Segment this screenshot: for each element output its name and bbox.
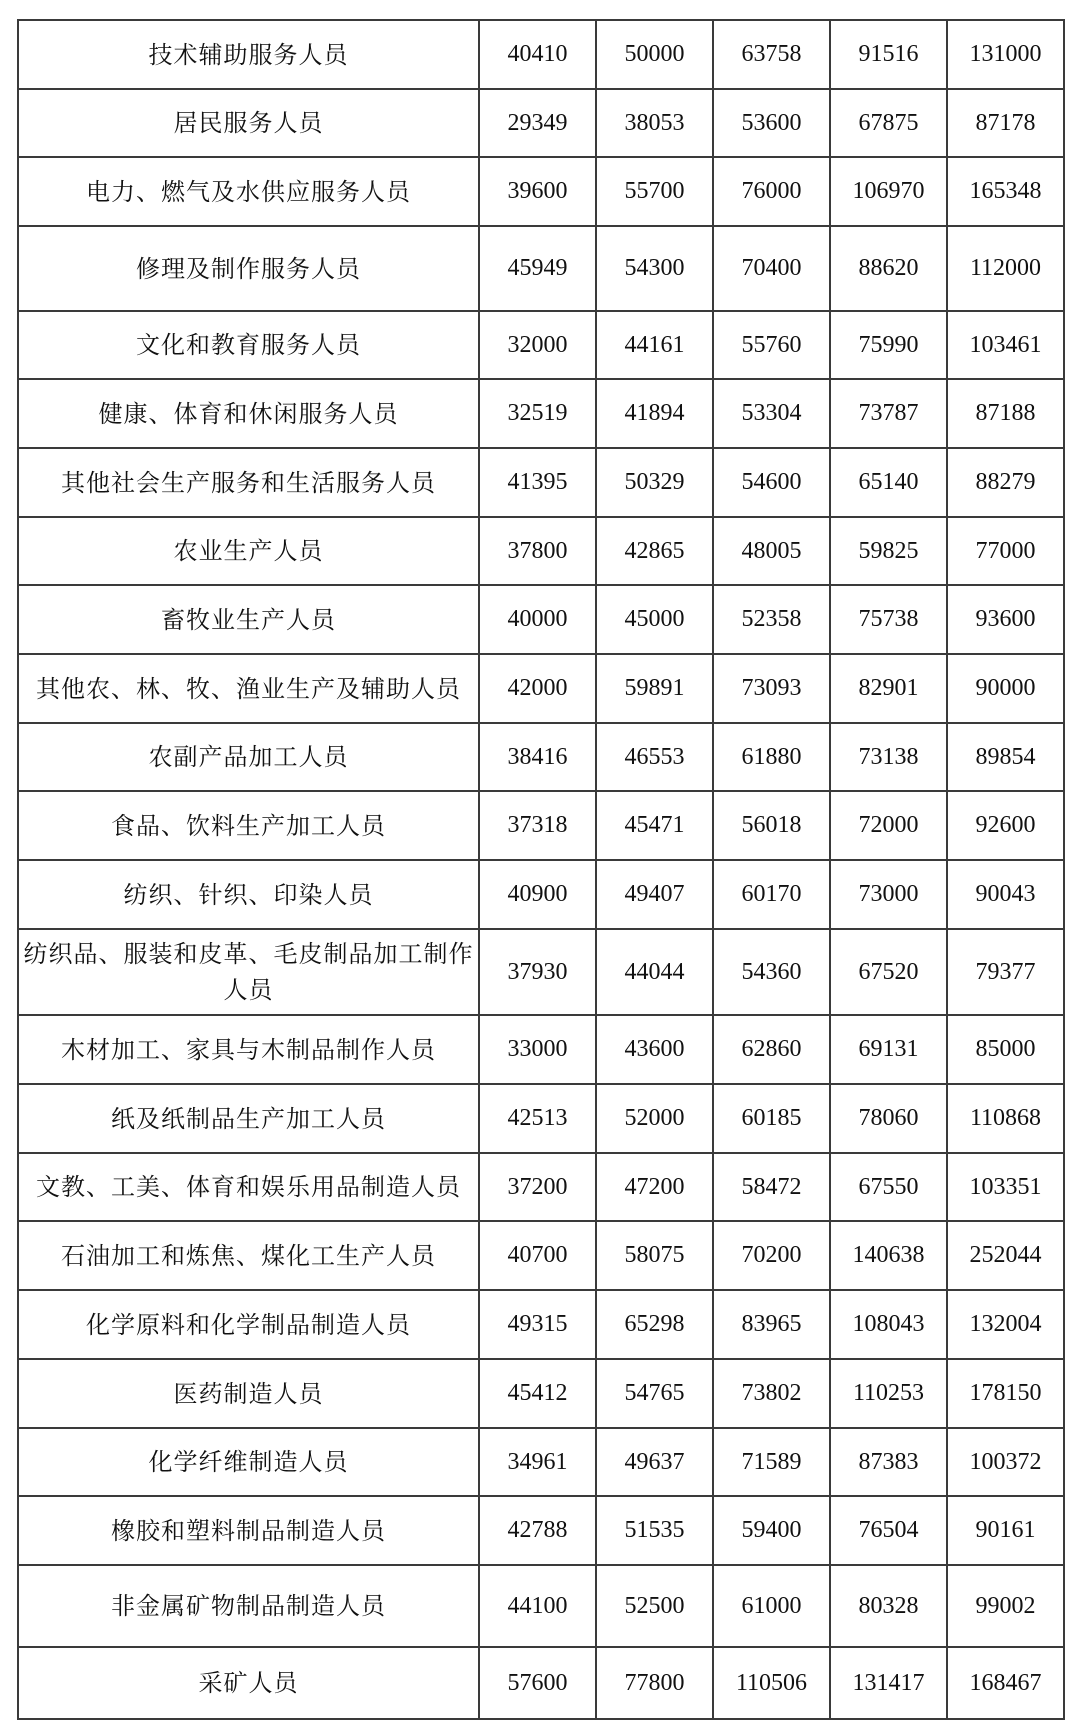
value-cell: 57600 (479, 1647, 596, 1719)
value-cell: 132004 (947, 1290, 1064, 1359)
value-cell: 76000 (713, 157, 830, 226)
occupation-cell: 木材加工、家具与木制品制作人员 (18, 1015, 479, 1084)
value-cell: 41894 (596, 379, 713, 448)
value-cell: 90161 (947, 1496, 1064, 1565)
table-row (18, 1290, 1064, 1359)
value-cell: 38416 (479, 723, 596, 791)
value-cell: 45471 (596, 791, 713, 860)
occupation-cell: 修理及制作服务人员 (18, 226, 479, 311)
value-cell: 78060 (830, 1084, 947, 1153)
value-cell: 55700 (596, 157, 713, 226)
table-row (18, 1565, 1064, 1647)
value-cell: 29349 (479, 89, 596, 157)
value-cell: 87178 (947, 89, 1064, 157)
value-cell: 89854 (947, 723, 1064, 791)
value-cell: 67875 (830, 89, 947, 157)
value-cell: 71589 (713, 1428, 830, 1496)
value-cell: 40700 (479, 1221, 596, 1290)
value-cell: 54600 (713, 448, 830, 517)
value-cell: 54765 (596, 1359, 713, 1428)
value-cell: 75738 (830, 585, 947, 654)
value-cell: 49637 (596, 1428, 713, 1496)
value-cell: 42513 (479, 1084, 596, 1153)
value-cell: 59825 (830, 517, 947, 585)
value-cell: 61000 (713, 1565, 830, 1647)
value-cell: 46553 (596, 723, 713, 791)
value-cell: 90043 (947, 860, 1064, 929)
occupation-cell: 电力、燃气及水供应服务人员 (18, 157, 479, 226)
value-cell: 112000 (947, 226, 1064, 311)
value-cell: 44161 (596, 311, 713, 379)
value-cell: 82901 (830, 654, 947, 723)
value-cell: 39600 (479, 157, 596, 226)
table-row (18, 1428, 1064, 1496)
value-cell: 88279 (947, 448, 1064, 517)
value-cell: 77800 (596, 1647, 713, 1719)
table-row (18, 1496, 1064, 1565)
value-cell: 45000 (596, 585, 713, 654)
value-cell: 69131 (830, 1015, 947, 1084)
value-cell: 32000 (479, 311, 596, 379)
value-cell: 61880 (713, 723, 830, 791)
value-cell: 67550 (830, 1153, 947, 1221)
value-cell: 32519 (479, 379, 596, 448)
value-cell: 131417 (830, 1647, 947, 1719)
table-row (18, 585, 1064, 654)
value-cell: 65140 (830, 448, 947, 517)
occupation-cell: 食品、饮料生产加工人员 (18, 791, 479, 860)
value-cell: 88620 (830, 226, 947, 311)
table-row (18, 448, 1064, 517)
value-cell: 79377 (947, 929, 1064, 1015)
value-cell: 73093 (713, 654, 830, 723)
value-cell: 92600 (947, 791, 1064, 860)
value-cell: 55760 (713, 311, 830, 379)
value-cell: 168467 (947, 1647, 1064, 1719)
value-cell: 140638 (830, 1221, 947, 1290)
value-cell: 178150 (947, 1359, 1064, 1428)
value-cell: 76504 (830, 1496, 947, 1565)
value-cell: 42865 (596, 517, 713, 585)
value-cell: 83965 (713, 1290, 830, 1359)
value-cell: 60170 (713, 860, 830, 929)
occupation-cell: 技术辅助服务人员 (18, 20, 479, 89)
table-row (18, 1647, 1064, 1719)
value-cell: 50000 (596, 20, 713, 89)
occupation-cell: 化学纤维制造人员 (18, 1428, 479, 1496)
value-cell: 77000 (947, 517, 1064, 585)
value-cell: 165348 (947, 157, 1064, 226)
table-row (18, 654, 1064, 723)
value-cell: 40900 (479, 860, 596, 929)
table-row (18, 929, 1064, 1015)
occupation-cell: 其他农、林、牧、渔业生产及辅助人员 (18, 654, 479, 723)
value-cell: 252044 (947, 1221, 1064, 1290)
value-cell: 56018 (713, 791, 830, 860)
value-cell: 110506 (713, 1647, 830, 1719)
value-cell: 47200 (596, 1153, 713, 1221)
value-cell: 43600 (596, 1015, 713, 1084)
value-cell: 103461 (947, 311, 1064, 379)
table-row (18, 1359, 1064, 1428)
value-cell: 73802 (713, 1359, 830, 1428)
value-cell: 85000 (947, 1015, 1064, 1084)
occupation-cell: 采矿人员 (18, 1647, 479, 1719)
table-row (18, 517, 1064, 585)
value-cell: 59891 (596, 654, 713, 723)
wage-table-body (18, 20, 1064, 1719)
occupation-cell: 非金属矿物制品制造人员 (18, 1565, 479, 1647)
occupation-cell: 农业生产人员 (18, 517, 479, 585)
value-cell: 87383 (830, 1428, 947, 1496)
table-row (18, 1153, 1064, 1221)
table-row (18, 89, 1064, 157)
value-cell: 100372 (947, 1428, 1064, 1496)
value-cell: 103351 (947, 1153, 1064, 1221)
value-cell: 42000 (479, 654, 596, 723)
value-cell: 49407 (596, 860, 713, 929)
table-row (18, 1084, 1064, 1153)
value-cell: 70200 (713, 1221, 830, 1290)
value-cell: 110253 (830, 1359, 947, 1428)
value-cell: 42788 (479, 1496, 596, 1565)
value-cell: 87188 (947, 379, 1064, 448)
value-cell: 50329 (596, 448, 713, 517)
value-cell: 40410 (479, 20, 596, 89)
value-cell: 40000 (479, 585, 596, 654)
value-cell: 37318 (479, 791, 596, 860)
value-cell: 73138 (830, 723, 947, 791)
table-row (18, 1221, 1064, 1290)
table-row (18, 860, 1064, 929)
value-cell: 93600 (947, 585, 1064, 654)
occupation-cell: 健康、体育和休闲服务人员 (18, 379, 479, 448)
table-row (18, 791, 1064, 860)
value-cell: 38053 (596, 89, 713, 157)
value-cell: 59400 (713, 1496, 830, 1565)
value-cell: 67520 (830, 929, 947, 1015)
value-cell: 49315 (479, 1290, 596, 1359)
value-cell: 73787 (830, 379, 947, 448)
occupation-cell: 其他社会生产服务和生活服务人员 (18, 448, 479, 517)
value-cell: 37930 (479, 929, 596, 1015)
value-cell: 45412 (479, 1359, 596, 1428)
value-cell: 53600 (713, 89, 830, 157)
value-cell: 37200 (479, 1153, 596, 1221)
value-cell: 62860 (713, 1015, 830, 1084)
value-cell: 108043 (830, 1290, 947, 1359)
value-cell: 45949 (479, 226, 596, 311)
value-cell: 53304 (713, 379, 830, 448)
value-cell: 52500 (596, 1565, 713, 1647)
value-cell: 131000 (947, 20, 1064, 89)
value-cell: 52358 (713, 585, 830, 654)
table-row (18, 379, 1064, 448)
value-cell: 37800 (479, 517, 596, 585)
value-cell: 44100 (479, 1565, 596, 1647)
occupation-cell: 橡胶和塑料制品制造人员 (18, 1496, 479, 1565)
occupation-cell: 农副产品加工人员 (18, 723, 479, 791)
wage-table (17, 19, 1065, 1720)
table-row (18, 1015, 1064, 1084)
occupation-cell: 石油加工和炼焦、煤化工生产人员 (18, 1221, 479, 1290)
occupation-cell: 医药制造人员 (18, 1359, 479, 1428)
occupation-cell: 居民服务人员 (18, 89, 479, 157)
value-cell: 58472 (713, 1153, 830, 1221)
occupation-cell: 纺织、针织、印染人员 (18, 860, 479, 929)
value-cell: 52000 (596, 1084, 713, 1153)
value-cell: 65298 (596, 1290, 713, 1359)
value-cell: 73000 (830, 860, 947, 929)
value-cell: 51535 (596, 1496, 713, 1565)
value-cell: 110868 (947, 1084, 1064, 1153)
table-row (18, 226, 1064, 311)
value-cell: 70400 (713, 226, 830, 311)
value-cell: 60185 (713, 1084, 830, 1153)
value-cell: 54360 (713, 929, 830, 1015)
value-cell: 63758 (713, 20, 830, 89)
occupation-cell: 化学原料和化学制品制造人员 (18, 1290, 479, 1359)
value-cell: 91516 (830, 20, 947, 89)
value-cell: 44044 (596, 929, 713, 1015)
value-cell: 48005 (713, 517, 830, 585)
value-cell: 33000 (479, 1015, 596, 1084)
occupation-cell: 纺织品、服装和皮革、毛皮制品加工制作人员 (18, 929, 479, 1015)
value-cell: 58075 (596, 1221, 713, 1290)
table-row (18, 20, 1064, 89)
occupation-cell: 文化和教育服务人员 (18, 311, 479, 379)
value-cell: 90000 (947, 654, 1064, 723)
value-cell: 75990 (830, 311, 947, 379)
value-cell: 54300 (596, 226, 713, 311)
table-row (18, 157, 1064, 226)
occupation-cell: 文教、工美、体育和娱乐用品制造人员 (18, 1153, 479, 1221)
value-cell: 72000 (830, 791, 947, 860)
value-cell: 99002 (947, 1565, 1064, 1647)
value-cell: 41395 (479, 448, 596, 517)
value-cell: 34961 (479, 1428, 596, 1496)
table-row (18, 723, 1064, 791)
value-cell: 80328 (830, 1565, 947, 1647)
occupation-cell: 纸及纸制品生产加工人员 (18, 1084, 479, 1153)
occupation-cell: 畜牧业生产人员 (18, 585, 479, 654)
value-cell: 106970 (830, 157, 947, 226)
table-row (18, 311, 1064, 379)
